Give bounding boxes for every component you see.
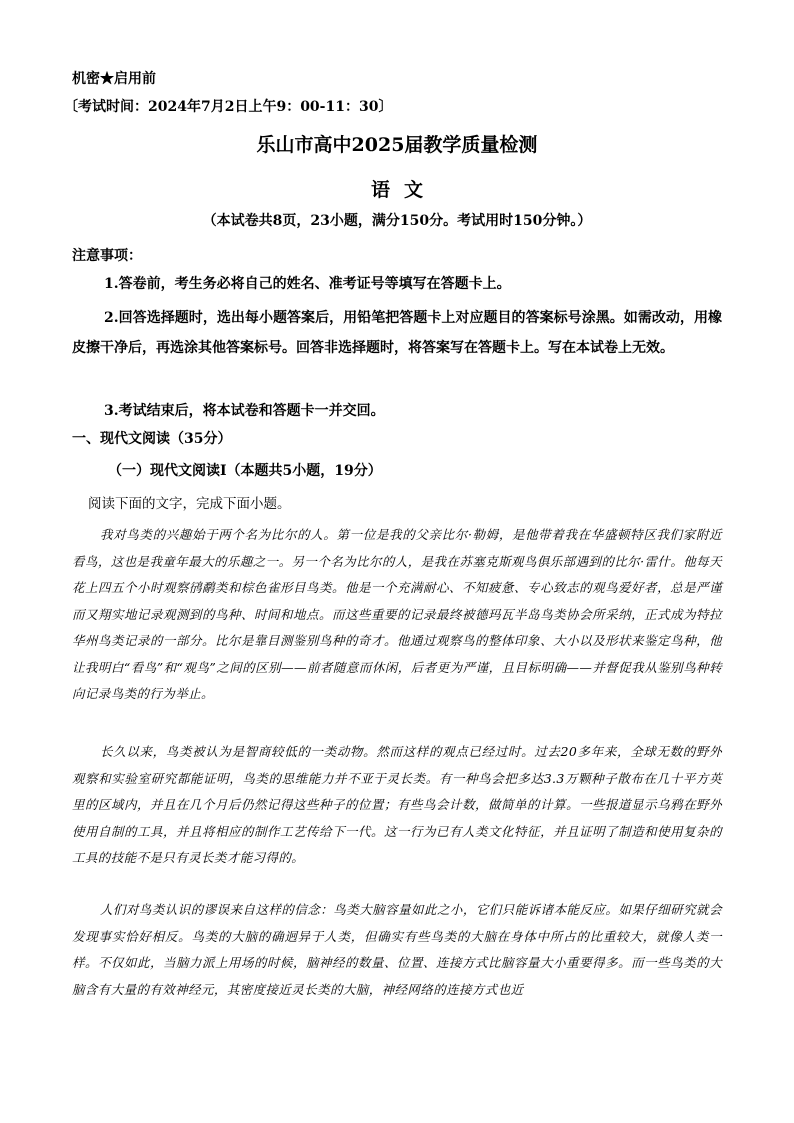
- passage-paragraph-3: 人们对鸟类认识的谬误来自这样的信念：鸟类大脑容量如此之小，它们只能诉诸本能反应。如果仔细研究就会发现事实恰好相反。鸟类的大脑的确迥异于人类，但确实有些鸟类的大脑在身体中所占的比重较大，就像人类一样。不仅如此，当脑力派上用场的时候，脑神经的数量、位置、连接方式比脑容量大小重要得多。而一些鸟类的大脑含有大量的有效神经元，其密度接近灵长类的大脑，神经网络的连接方式也近: [72, 902, 722, 997]
- exam-info: （本试卷共8页，23小题，满分150分。考试用时150分钟。）: [202, 213, 592, 229]
- passage-paragraph-1: 我对鸟类的兴趣始于两个名为比尔的人。第一位是我的父亲比尔·勒姆，是他带着我在华盛顿特区我们家附近看鸟，这也是我童年最大的乐趣之一。另一个名为比尔的人，是我在苏塞克斯观鸟俱乐部遇到的比尔·雷什。他每天花上四五个小时观察鸻鹬类和棕色雀形目鸟类。他是一个充满耐心、不知疲惫、专心致志的观鸟爱好者，总是严谨而又翔实地记录观测到的鸟种、时间和地点。而这些重要的记录最终被德玛瓦半岛鸟类协会所采纳，正式成为特拉华州鸟类记录的一部分。比尔是靠目测鉴别鸟种的奇才。他通过观察鸟的整体印象、大小以及形状来鉴定鸟种，他让我明白“看鸟”和“观鸟”之间的区别——前者随意而休闲，后者更为严谨，且目标明确——并督促我从鉴别鸟种转向记录鸟类的行为举止。: [72, 527, 722, 701]
- subsection-title: （一）现代文阅读Ⅰ（本题共5小题，19分）: [108, 463, 382, 479]
- exam-title: 乐山市高中2025届教学质量检测: [256, 134, 538, 156]
- reading-instruction: 阅读下面的文字，完成下面小题。: [88, 496, 291, 512]
- passage-paragraph-2: 长久以来，鸟类被认为是智商较低的一类动物。然而这样的观点已经过时。过去20多年来，全球无数的野外观察和实验室研究都能证明，鸟类的思维能力并不亚于灵长类。有一种鸟会把多达3.3万颗种子散布在几十平方英里的区域内，并且在几个月后仍然记得这些种子的位置；有些鸟会计数，做简单的计算。一些报道显示乌鸦在野外使用自制的工具，并且将相应的制作工艺传给下一代。这一行为已有人类文化特征，并且证明了制造和使用复杂的工具的技能不是只有灵长类才能习得的。: [72, 744, 722, 865]
- notice-item-1: 1.答卷前，考生务必将自己的姓名、准考证号等填写在答题卡上。: [104, 276, 511, 292]
- confidential-label: 机密★启用前: [72, 71, 156, 87]
- exam-time: 〔考试时间：2024年7月2日上午9：00-11：30〕: [64, 99, 393, 115]
- section-title: 一、现代文阅读（35分）: [72, 431, 232, 447]
- notice-item-2: 2.回答选择题时，选出每小题答案后，用铅笔把答题卡上对应题目的答案标号涂黑。如需改动，用橡皮擦干净后，再选涂其他答案标号。回答非选择题时，将答案写在答题卡上。写在本试卷上无效。: [72, 310, 722, 356]
- notice-heading: 注意事项：: [72, 248, 142, 264]
- notice-item-3: 3.考试结束后，将本试卷和答题卡一并交回。: [104, 403, 385, 419]
- subject-title: 语文: [370, 179, 437, 201]
